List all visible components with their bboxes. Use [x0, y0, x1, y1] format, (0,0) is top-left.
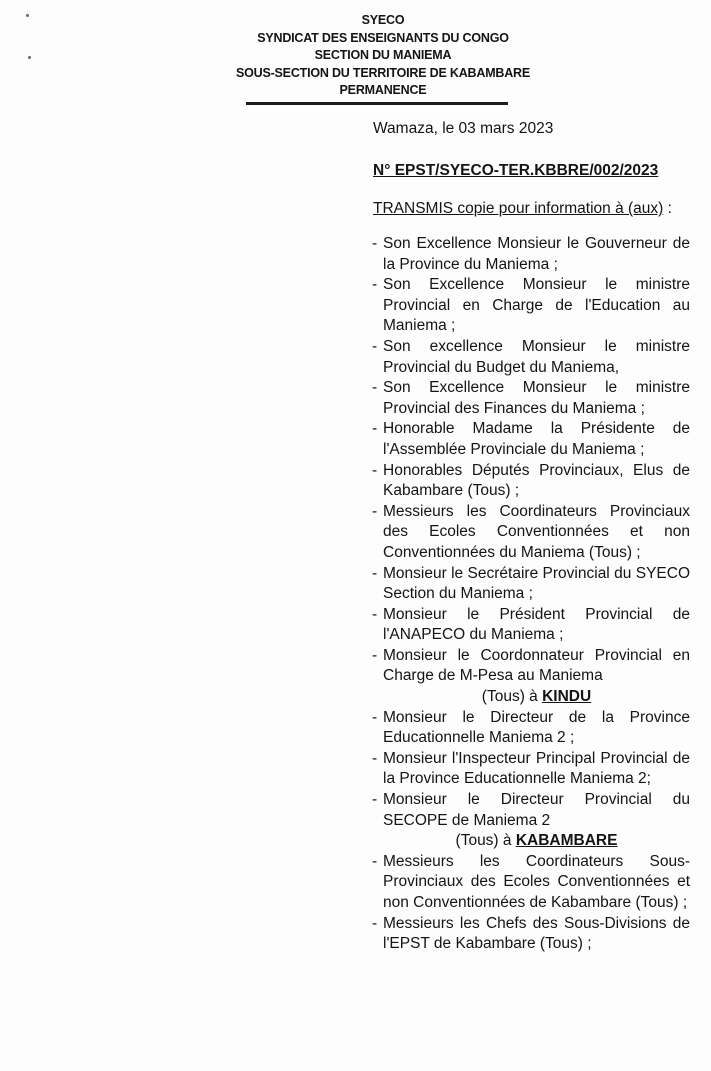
destination-prefix: (Tous) à: [455, 832, 516, 850]
recipient-text: Son Excellence Monsieur le ministre Provincial des Finances du Maniema ;: [383, 379, 690, 417]
recipient-text: Messieurs les Chefs des Sous-Divisions de l'EPST de Kabambare (Tous) ;: [383, 914, 690, 953]
recipient-text: Monsieur le Directeur de la Province Educationnelle Maniema 2 ;: [383, 708, 690, 747]
recipient-text: Monsieur le Président Provincial de l'ANAPECO du Maniema ;: [383, 605, 690, 644]
transmission-heading: [373, 200, 672, 218]
letterhead-acronym: SYECO: [361, 13, 405, 27]
list-dash: -: [372, 337, 378, 355]
transmission-heading-text: TRANSMIS copie pour information à (aux): [373, 200, 664, 217]
recipient-item: [372, 234, 690, 275]
recipient-item: [372, 502, 690, 564]
list-dash: -: [372, 646, 378, 664]
recipient-item: [372, 749, 690, 790]
list-dash: -: [372, 749, 378, 767]
letterhead-office: PERMANENCE: [339, 83, 427, 97]
recipient-item: [372, 337, 690, 378]
destination-city: KABAMBARE: [515, 832, 618, 850]
list-dash: -: [372, 502, 378, 520]
recipient-item: [372, 419, 690, 460]
recipient-item: [372, 564, 690, 605]
letterhead-section: SECTION DU MANIEMA: [314, 48, 452, 62]
recipient-text: Honorables Députés Provinciaux, Elus de Kabambare (Tous) ;: [383, 461, 690, 500]
letterhead-rule: [246, 102, 508, 105]
list-dash: -: [372, 852, 378, 870]
list-dash: -: [372, 235, 378, 252]
letterhead: [230, 12, 536, 100]
recipient-text: Son Excellence Monsieur le ministre Provincial en Charge de l'Education au Maniema ;: [383, 276, 690, 335]
recipient-item: [372, 790, 690, 831]
recipient-item: [372, 461, 690, 502]
recipient-item: [372, 646, 690, 687]
list-dash: -: [372, 461, 378, 479]
letterhead-subsection: SOUS-SECTION DU TERRITOIRE DE KABAMBARE: [235, 65, 531, 80]
recipient-text: Son Excellence Monsieur le Gouverneur de la Province du Maniema ;: [383, 235, 690, 273]
list-dash: -: [372, 605, 378, 623]
destination-kindu: [372, 687, 690, 708]
recipient-item: [372, 378, 690, 419]
recipient-item: [372, 852, 690, 914]
list-dash: -: [372, 914, 378, 932]
recipient-text: Monsieur l'Inspecteur Principal Provincial de la Province Educationnelle Maniema 2;: [383, 749, 690, 788]
list-dash: -: [372, 791, 378, 809]
recipient-text: Monsieur le Directeur Provincial du SECOPE de Maniema 2: [383, 791, 690, 829]
list-dash: -: [372, 379, 378, 397]
recipient-list: [372, 234, 690, 955]
recipient-item: [372, 275, 690, 337]
recipient-text: Monsieur le Secrétaire Provincial du SYECO Section du Maniema ;: [383, 564, 690, 603]
scan-speck: [28, 56, 31, 59]
list-dash: -: [372, 708, 378, 726]
list-dash: -: [372, 420, 378, 438]
recipient-item: [372, 605, 690, 646]
recipient-text: Honorable Madame la Présidente de l'Assemblée Provinciale du Maniema ;: [383, 420, 690, 458]
letterhead-union-name: SYNDICAT DES ENSEIGNANTS DU CONGO: [257, 30, 509, 45]
list-dash: -: [372, 564, 378, 582]
recipient-item: [372, 708, 690, 749]
recipient-text: Son excellence Monsieur le ministre Provincial du Budget du Maniema,: [383, 337, 690, 376]
destination-kabambare: [372, 831, 690, 852]
scan-speck: [26, 14, 29, 17]
recipient-text: Messieurs les Coordinateurs Sous-Provinciaux des Ecoles Conventionnées et non Conventionnées de Kabambare (Tous) ;: [383, 852, 690, 911]
recipient-item: [372, 914, 690, 955]
recipient-text: Monsieur le Coordonnateur Provincial en Charge de M-Pesa au Maniema: [383, 646, 690, 685]
date-line: Wamaza, le 03 mars 2023: [373, 120, 554, 137]
list-dash: -: [372, 276, 378, 294]
transmission-heading-colon: :: [663, 200, 672, 217]
destination-city: KINDU: [542, 688, 592, 706]
reference-number: N° EPST/SYECO-TER.KBBRE/002/2023: [373, 162, 659, 179]
destination-prefix: (Tous) à: [481, 688, 543, 706]
recipient-text: Messieurs les Coordinateurs Provinciaux des Ecoles Conventionnées et non Conventionnées du Maniema (Tous) ;: [383, 502, 690, 561]
